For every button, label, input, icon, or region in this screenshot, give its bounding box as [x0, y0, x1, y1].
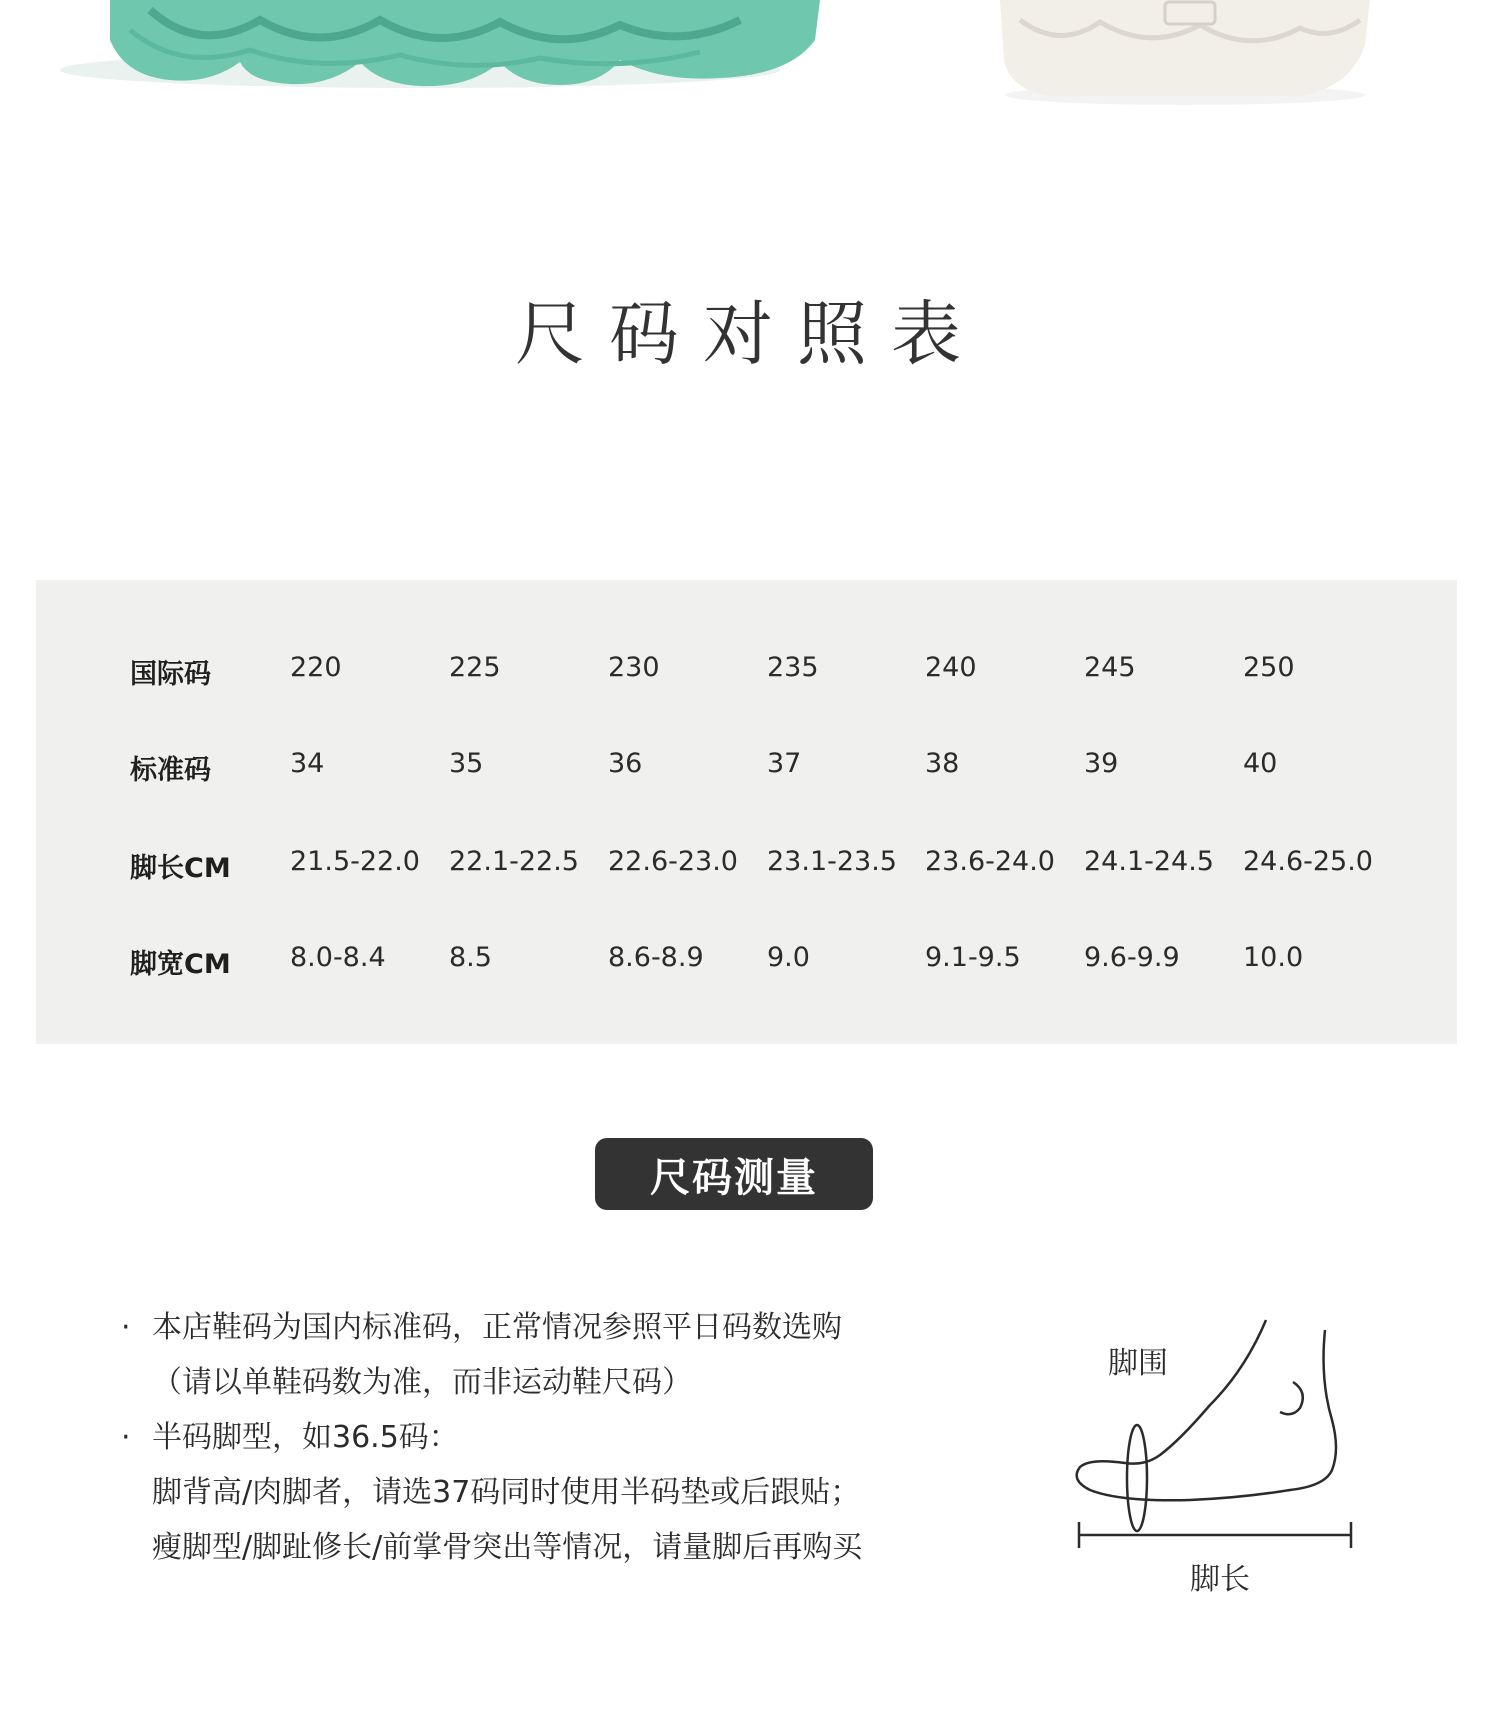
table-cell: 23.1-23.5 [767, 846, 897, 877]
row-header: 国际码 [130, 659, 211, 690]
foot-length-label: 脚长 [1190, 1562, 1250, 1597]
note-line [115, 1465, 1015, 1520]
note-line [115, 1410, 1015, 1465]
table-cell: 9.1-9.5 [925, 942, 1021, 973]
table-cell: 240 [925, 652, 977, 683]
row-header: 标准码 [130, 755, 211, 786]
table-cell: 8.0-8.4 [290, 942, 386, 973]
bullet-mark: · [121, 1310, 131, 1345]
row-header: 脚宽CM [130, 949, 231, 980]
note-line [115, 1520, 1015, 1575]
row-header: 脚长CM [130, 853, 231, 884]
note-text: 瘦脚型/脚趾修长/前掌骨突出等情况，请量脚后再购买 [152, 1530, 863, 1565]
table-cell: 22.1-22.5 [449, 846, 579, 877]
table-cell: 245 [1084, 652, 1136, 683]
note-text: 本店鞋码为国内标准码，正常情况参照平日码数选购 [152, 1310, 842, 1345]
table-cell: 36 [608, 748, 643, 779]
note-text: （请以单鞋码数为准，而非运动鞋尺码） [152, 1365, 692, 1400]
foot-girth-label: 脚围 [1108, 1346, 1168, 1381]
foot-measure-diagram [1070, 1310, 1370, 1600]
white-shoe-image [1000, 0, 1370, 105]
size-measurement-badge: 尺码测量 [595, 1138, 873, 1210]
table-cell: 235 [767, 652, 819, 683]
table-cell: 37 [767, 748, 802, 779]
page-title: 尺码对照表 [515, 293, 985, 375]
table-cell: 21.5-22.0 [290, 846, 420, 877]
size-notes [115, 1300, 1015, 1575]
table-cell: 9.6-9.9 [1084, 942, 1180, 973]
size-chart-table [36, 580, 1457, 1044]
note-text: 脚背高/肉脚者，请选37码同时使用半码垫或后跟贴； [152, 1475, 861, 1510]
note-line [115, 1355, 1015, 1410]
table-cell: 10.0 [1243, 942, 1304, 973]
note-text: 半码脚型，如36.5码： [152, 1420, 459, 1455]
table-cell: 220 [290, 652, 342, 683]
table-cell: 225 [449, 652, 501, 683]
table-cell: 23.6-24.0 [925, 846, 1055, 877]
table-cell: 39 [1084, 748, 1119, 779]
table-row-standard [36, 748, 1457, 788]
table-cell: 40 [1243, 748, 1278, 779]
table-cell: 9.0 [767, 942, 810, 973]
table-cell: 24.6-25.0 [1243, 846, 1373, 877]
table-cell: 24.1-24.5 [1084, 846, 1214, 877]
table-cell: 230 [608, 652, 660, 683]
shoe-photos [0, 0, 1500, 120]
bullet-mark: · [121, 1420, 131, 1455]
table-cell: 34 [290, 748, 325, 779]
mint-shoe-image [60, 0, 820, 88]
table-cell: 8.6-8.9 [608, 942, 704, 973]
table-cell: 8.5 [449, 942, 492, 973]
table-cell: 22.6-23.0 [608, 846, 738, 877]
table-row-foot-length [36, 846, 1457, 886]
table-cell: 250 [1243, 652, 1295, 683]
note-line [115, 1300, 1015, 1355]
table-cell: 35 [449, 748, 484, 779]
table-row-international [36, 652, 1457, 692]
table-row-foot-width [36, 942, 1457, 982]
table-cell: 38 [925, 748, 960, 779]
